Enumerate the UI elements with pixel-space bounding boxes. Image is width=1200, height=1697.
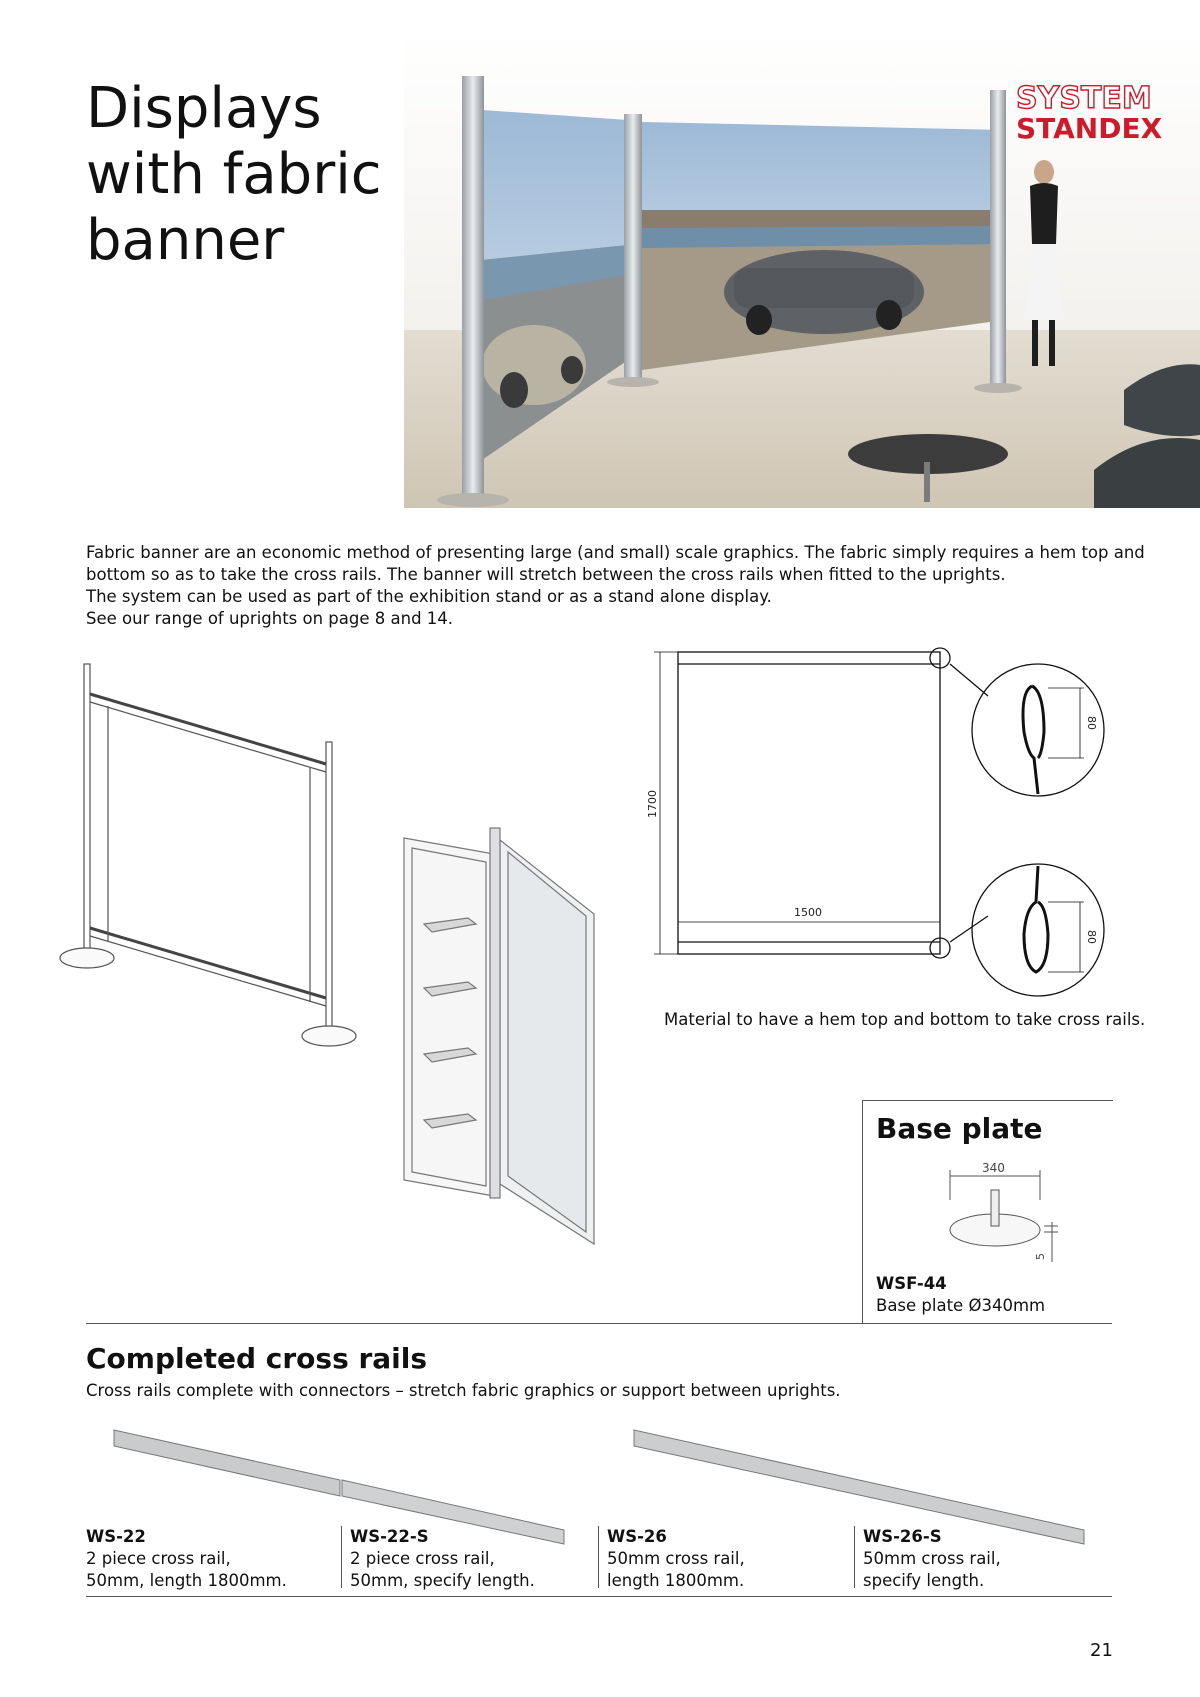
product-line-2: 50mm, length 1800mm. [86,1571,287,1590]
width-dimension-label: 1500 [794,906,822,919]
intro-paragraph [86,542,1145,630]
banner-display-drawing [60,658,360,1048]
product-line-1: 50mm cross rail, [863,1549,1001,1568]
dimension-drawing [648,644,1118,1004]
height-dimension-label: 1700 [646,790,659,818]
section-divider [86,1323,1112,1324]
product-ws-22 [86,1526,336,1588]
title-line-2: with fabric [86,142,382,207]
product-line-2: specify length. [863,1571,985,1590]
logo-line-2: STANDEX [1016,112,1163,145]
title-line-1: Displays [86,76,322,141]
base-plate-description: Base plate Ø340mm [876,1296,1046,1315]
base-plate-drawing [940,1160,1080,1270]
product-line-1: 2 piece cross rail, [86,1549,231,1568]
hero-photo [404,30,1200,508]
hem-top-dimension-label: 80 [1085,716,1098,730]
product-line-2: length 1800mm. [607,1571,745,1590]
logo-line-1: SYSTEM [1016,81,1152,116]
material-caption: Material to have a hem top and bottom to take cross rails. [664,1010,1146,1029]
hem-bottom-dimension-label: 80 [1085,930,1098,944]
product-code: WS-22 [86,1527,146,1546]
product-code: WS-22-S [350,1527,429,1546]
page-title [86,76,406,274]
bottom-divider [86,1596,1112,1597]
product-line-2: 50mm, specify length. [350,1571,535,1590]
shelf-banner-drawing [390,828,630,1248]
cross-rail-products [86,1526,1112,1596]
product-line-1: 50mm cross rail, [607,1549,745,1568]
page-number: 21 [1090,1640,1113,1661]
intro-line-3: The system can be used as part of the exhibition stand or as a stand alone display. [86,587,772,606]
cross-rails-title: Completed cross rails [86,1342,428,1375]
intro-line-1: Fabric banner are an economic method of presenting large (and small) scale graphics. The fabric simply requires a hem top and [86,543,1145,562]
intro-line-4: See our range of uprights on page 8 and 14. [86,609,454,628]
product-ws-22-s [341,1526,590,1588]
base-plate-width-label: 340 [982,1161,1005,1175]
product-code: WS-26 [607,1527,667,1546]
product-ws-26-s [854,1526,1103,1588]
base-plate-thickness-label: 5 [1034,1253,1047,1260]
cross-rails-subtitle: Cross rails complete with connectors – stretch fabric graphics or support between uprights. [86,1381,841,1400]
base-plate-title: Base plate [876,1112,1043,1145]
base-plate-code: WSF-44 [876,1274,947,1293]
product-line-1: 2 piece cross rail, [350,1549,495,1568]
product-code: WS-26-S [863,1527,942,1546]
product-ws-26 [598,1526,847,1588]
intro-line-2: bottom so as to take the cross rails. The banner will stretch between the cross rails when fitted to the uprights. [86,565,1006,584]
title-line-3: banner [86,208,285,273]
